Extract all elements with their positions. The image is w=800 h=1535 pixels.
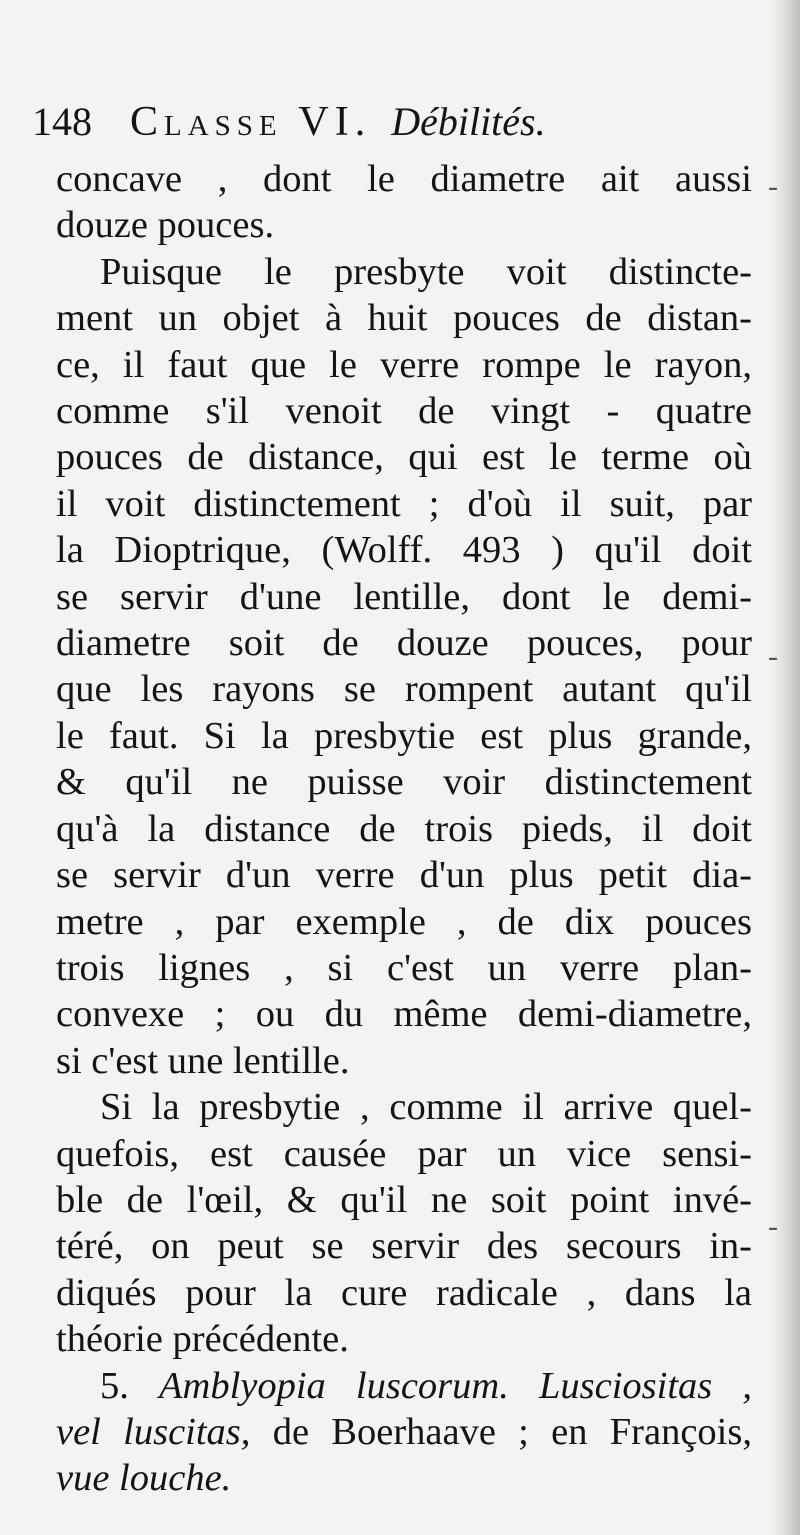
text-line: diametre soit de douze pouces, pour — [56, 622, 752, 665]
text-line: & qu'il ne puisse voir distinctement — [56, 761, 752, 804]
text-line: concave , dont le diametre ait aussi — [56, 158, 752, 200]
text-line: pouces de distance, qui est le terme où — [56, 436, 752, 479]
entry-line-1 — [56, 1363, 752, 1409]
text-line: diqués pour la cure radicale , dans la — [56, 1271, 752, 1314]
entry-french-name: vue louche. — [56, 1457, 232, 1500]
text-line: le faut. Si la presbytie est plus grande, — [56, 714, 752, 757]
text-line: si c'est une lentille. — [56, 1039, 350, 1082]
text-line: qu'à la distance de trois pieds, il doit — [56, 807, 752, 850]
text-line: ble de l'œil, & qu'il ne soit point invé- — [56, 1178, 752, 1221]
page-edge-shadow — [772, 0, 800, 1535]
text-line: quefois, est causée par un vice sensi- — [56, 1132, 752, 1175]
text-line: Puisque le presbyte voit distincte- — [100, 250, 752, 293]
margin-mark: - — [768, 170, 778, 203]
margin-mark: - — [768, 640, 778, 673]
text-line: ment un objet à huit pouces de distan- — [56, 297, 752, 340]
text-line: théorie précédente. — [56, 1318, 349, 1361]
text-line: la Dioptrique, (Wolff. 493 ) qu'il doit — [56, 529, 752, 572]
entry-attribution: de Boerhaave ; en François, — [250, 1410, 752, 1453]
entry-line-2 — [56, 1409, 752, 1455]
text-line: se servir d'un verre d'un plus petit dia- — [56, 854, 752, 897]
body-text — [56, 156, 752, 1502]
entry-number: 5. — [100, 1364, 129, 1407]
entry-term: Amblyopia luscorum. — [159, 1364, 509, 1407]
entry-synonym: Lusciositas , — [538, 1364, 753, 1407]
text-line: il voit distinctement ; d'où il suit, par — [56, 482, 752, 525]
chapter-title: Classe VI. — [130, 99, 372, 145]
page-number: 148 — [32, 99, 92, 144]
margin-mark: - — [768, 1210, 778, 1243]
entry-line-3 — [56, 1455, 752, 1501]
text-line: que les rayons se rompent autant qu'il — [56, 668, 752, 711]
section-title: Débilités. — [391, 99, 546, 144]
text-line: trois lignes , si c'est un verre plan- — [56, 946, 752, 989]
text-lines — [56, 156, 752, 1363]
text-line: se servir d'une lentille, dont le demi- — [56, 575, 752, 618]
text-line: convexe ; ou du même demi-diametre, — [56, 993, 752, 1036]
text-line: metre , par exemple , de dix pouces — [56, 900, 752, 943]
text-line: Si la presbytie , comme il arrive quel- — [100, 1086, 752, 1129]
text-line: ce, il faut que le verre rompe le rayon, — [56, 343, 752, 386]
running-header — [32, 98, 546, 146]
text-line: comme s'il venoit de vingt - quatre — [56, 390, 752, 433]
text-line: douze pouces. — [56, 204, 275, 247]
text-line: téré, on peut se servir des secours in- — [56, 1225, 752, 1268]
entry-synonym-2: vel luscitas, — [56, 1410, 251, 1453]
